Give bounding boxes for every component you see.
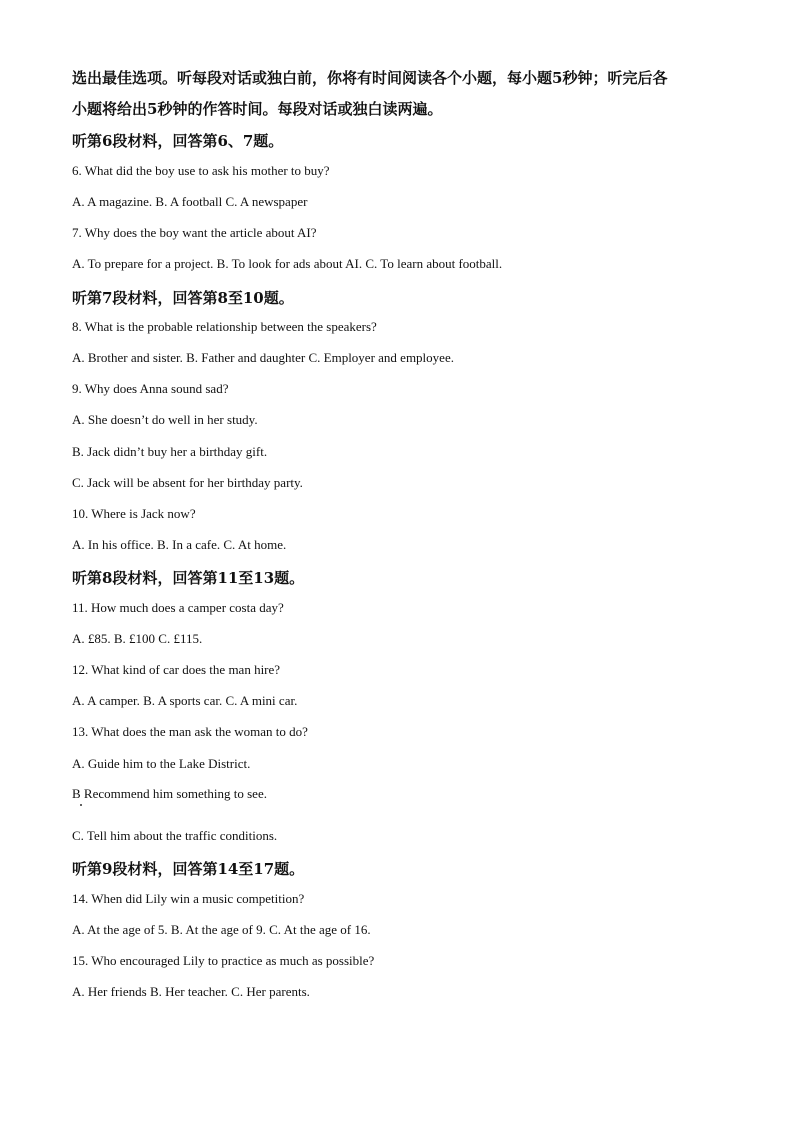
section-heading-7: 听第7段材料，回答第8至10题。 bbox=[72, 289, 294, 307]
question-6: 6. What did the boy use to ask his mother to buy? bbox=[72, 163, 330, 178]
options-12: A. A camper. B. A sports car. C. A mini car. bbox=[72, 693, 298, 708]
options-15: A. Her friends B. Her teacher. C. Her parents. bbox=[72, 984, 310, 999]
question-7: 7. Why does the boy want the article about AI? bbox=[72, 225, 317, 240]
option-9a: A. She doesn’t do well in her study. bbox=[72, 412, 258, 427]
question-14: 14. When did Lily win a music competition? bbox=[72, 891, 305, 906]
option-9c: C. Jack will be absent for her birthday party. bbox=[72, 475, 303, 490]
stray-dot bbox=[80, 804, 82, 806]
options-14: A. At the age of 5. B. At the age of 9. C. At the age of 16. bbox=[72, 922, 371, 937]
question-11: 11. How much does a camper costa day? bbox=[72, 600, 284, 615]
instruction-line-1: 选出最佳选项。听每段对话或独白前，你将有时间阅读各个小题，每小题5秒钟；听完后各 bbox=[72, 69, 668, 87]
options-7: A. To prepare for a project. B. To look for ads about AI. C. To learn about football. bbox=[72, 256, 503, 271]
options-8: A. Brother and sister. B. Father and daughter C. Employer and employee. bbox=[72, 350, 454, 365]
option-13a: A. Guide him to the Lake District. bbox=[72, 756, 251, 771]
options-6: A. A magazine. B. A football C. A newspaper bbox=[72, 194, 308, 209]
options-10: A. In his office. B. In a cafe. C. At home. bbox=[72, 537, 287, 552]
question-10: 10. Where is Jack now? bbox=[72, 506, 196, 521]
options-11: A. £85. B. £100 C. £115. bbox=[72, 631, 203, 646]
section-heading-9: 听第9段材料，回答第14至17题。 bbox=[72, 860, 305, 878]
question-8: 8. What is the probable relationship between the speakers? bbox=[72, 319, 377, 334]
option-9b: B. Jack didn’t buy her a birthday gift. bbox=[72, 444, 268, 459]
section-heading-8: 听第8段材料，回答第11至13题。 bbox=[72, 569, 305, 587]
question-12: 12. What kind of car does the man hire? bbox=[72, 662, 281, 677]
question-9: 9. Why does Anna sound sad? bbox=[72, 381, 229, 396]
question-13: 13. What does the man ask the woman to do? bbox=[72, 724, 308, 739]
option-13c: C. Tell him about the traffic conditions. bbox=[72, 828, 278, 843]
option-13b: B Recommend him something to see. bbox=[72, 786, 267, 801]
question-15: 15. Who encouraged Lily to practice as much as possible? bbox=[72, 953, 375, 968]
section-heading-6: 听第6段材料，回答第6、7题。 bbox=[72, 132, 284, 150]
instruction-line-2: 小题将给出5秒钟的作答时间。每段对话或独白读两遍。 bbox=[72, 100, 443, 118]
